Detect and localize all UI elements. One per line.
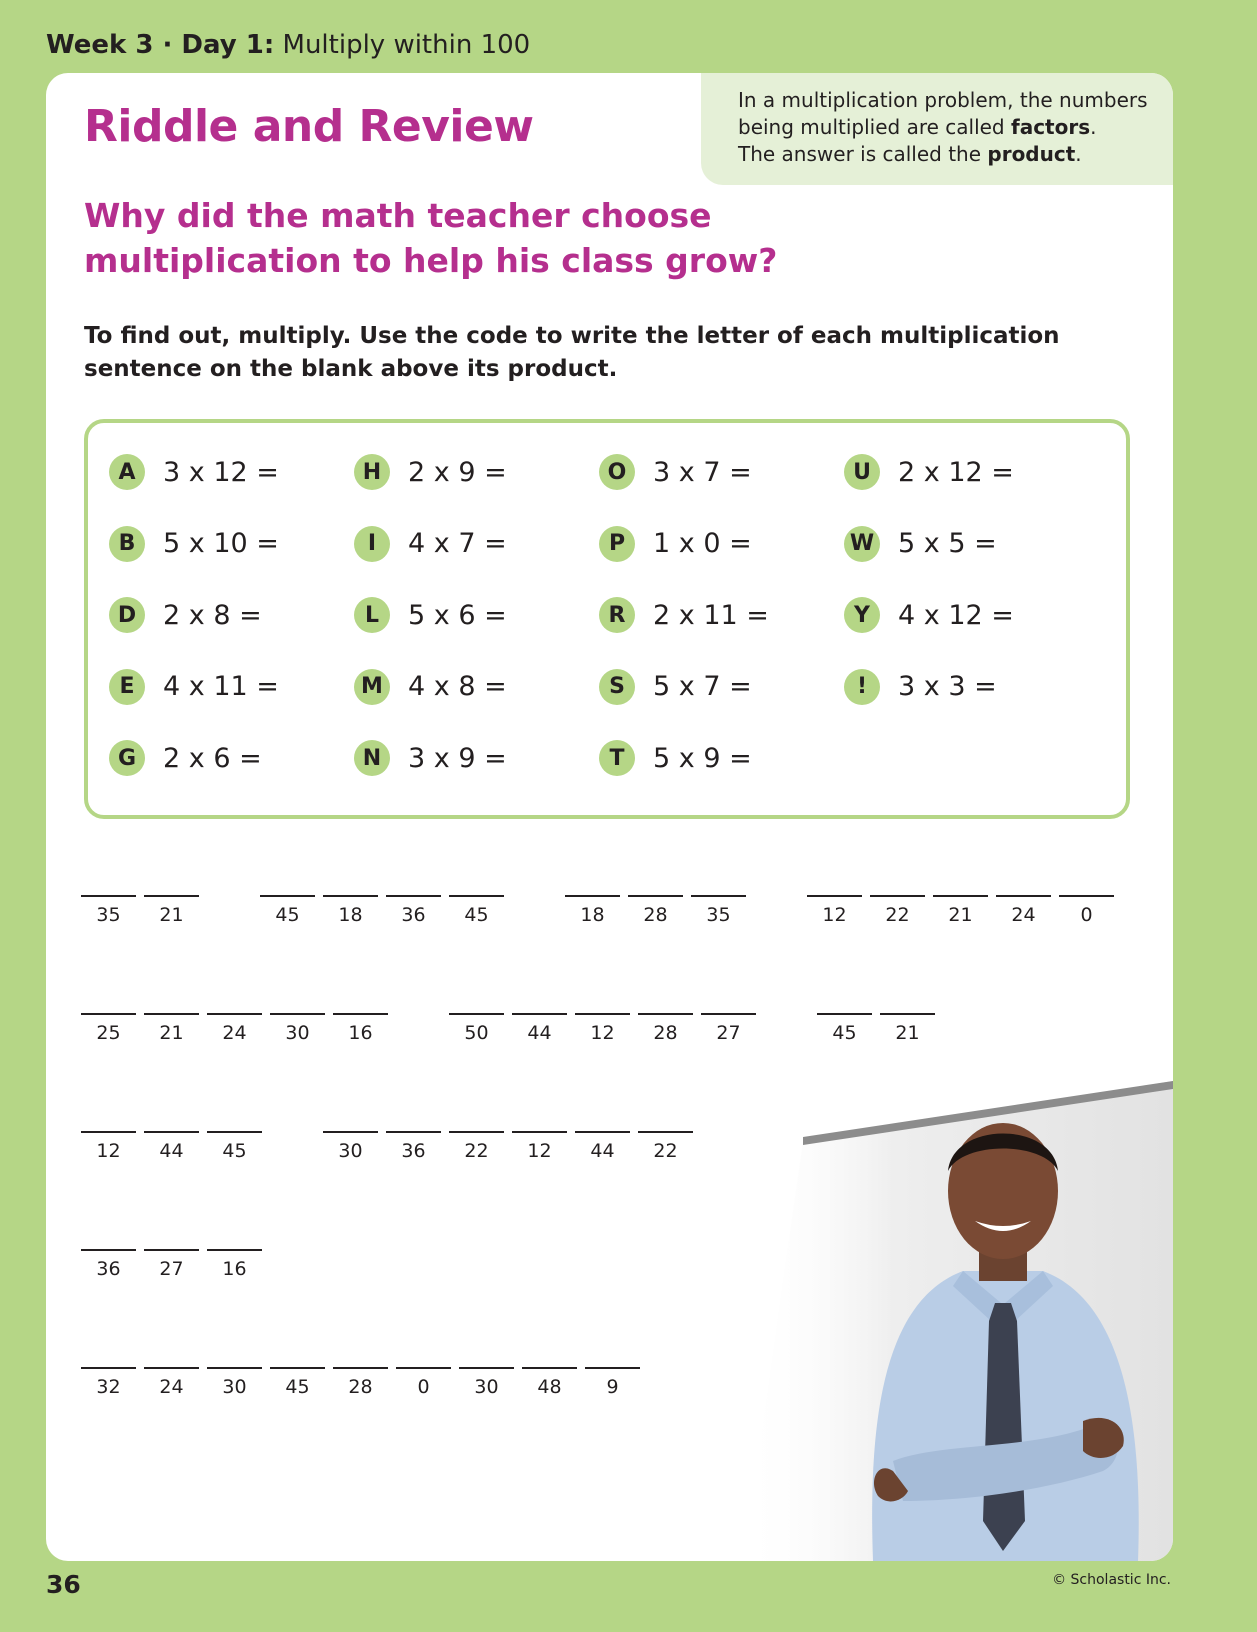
answer-blank[interactable]: 24 <box>996 895 1051 926</box>
code-letter-badge: S <box>599 669 635 705</box>
answer-blank[interactable]: 0 <box>1059 895 1114 926</box>
code-expression: 3 x 3 = <box>898 671 997 702</box>
code-item <box>109 452 279 492</box>
code-item <box>354 595 507 635</box>
code-expression: 2 x 6 = <box>163 742 262 774</box>
answer-blank[interactable]: 12 <box>807 895 862 926</box>
answer-blank[interactable]: 28 <box>628 895 683 926</box>
note-line-1: In a multiplication problem, the numbers <box>738 88 1148 112</box>
answer-blank[interactable]: 12 <box>512 1131 567 1162</box>
answer-blank[interactable]: 45 <box>817 1013 872 1044</box>
code-expression: 2 x 8 = <box>163 599 262 631</box>
answer-blank[interactable]: 28 <box>638 1013 693 1044</box>
code-letter-badge: B <box>109 526 145 562</box>
code-expression: 2 x 9 = <box>408 456 507 488</box>
code-expression: 5 x 9 = <box>653 742 752 774</box>
code-item <box>354 524 507 564</box>
answer-blank[interactable]: 21 <box>144 895 199 926</box>
answer-blank[interactable]: 27 <box>701 1013 756 1044</box>
answer-blank[interactable]: 24 <box>207 1013 262 1044</box>
topic-label: Multiply within 100 <box>282 30 531 60</box>
answer-blank[interactable]: 35 <box>81 895 136 926</box>
code-letter-badge: T <box>599 740 635 776</box>
code-expression: 3 x 7 = <box>653 456 752 488</box>
answer-blank[interactable]: 12 <box>81 1131 136 1162</box>
code-expression: 4 x 8 = <box>408 671 507 702</box>
answer-blank[interactable]: 18 <box>323 895 378 926</box>
answer-blank[interactable]: 21 <box>144 1013 199 1044</box>
code-expression: 2 x 12 = <box>898 456 1014 488</box>
answer-blank[interactable]: 50 <box>449 1013 504 1044</box>
answer-blank[interactable]: 12 <box>575 1013 630 1044</box>
code-letter-badge: H <box>354 454 390 490</box>
answer-blank[interactable]: 22 <box>870 895 925 926</box>
code-expression: 5 x 7 = <box>653 671 752 702</box>
page-title: Riddle and Review <box>84 101 534 152</box>
code-letter-badge: D <box>109 597 145 633</box>
answer-blank[interactable]: 18 <box>565 895 620 926</box>
code-letter-badge: R <box>599 597 635 633</box>
page-number: 36 <box>46 1570 81 1599</box>
code-letter-badge: G <box>109 740 145 776</box>
code-item <box>844 595 1014 635</box>
letter-code-box <box>84 419 1130 819</box>
page-header <box>46 30 530 60</box>
code-letter-badge: M <box>354 669 390 705</box>
answer-blank[interactable]: 44 <box>144 1131 199 1162</box>
code-item <box>599 595 769 635</box>
answer-blank[interactable]: 36 <box>386 895 441 926</box>
answer-blank[interactable]: 35 <box>691 895 746 926</box>
week-day-label: Week 3 · Day 1: <box>46 30 275 60</box>
answer-blank[interactable]: 44 <box>512 1013 567 1044</box>
answer-blank[interactable]: 21 <box>933 895 988 926</box>
answer-blank[interactable]: 45 <box>449 895 504 926</box>
code-item <box>354 667 507 707</box>
code-item <box>599 667 752 707</box>
note-line-3: The answer is called the product. <box>738 142 1082 166</box>
code-expression: 1 x 0 = <box>653 528 752 559</box>
answer-blank[interactable]: 48 <box>522 1367 577 1398</box>
code-item <box>109 738 262 778</box>
code-letter-badge: E <box>109 669 145 705</box>
answer-blank[interactable]: 22 <box>638 1131 693 1162</box>
code-expression: 3 x 12 = <box>163 456 279 488</box>
answer-blank[interactable]: 36 <box>81 1249 136 1280</box>
code-letter-badge: O <box>599 454 635 490</box>
answer-blank[interactable]: 30 <box>323 1131 378 1162</box>
code-expression: 4 x 11 = <box>163 671 279 702</box>
code-item <box>844 524 997 564</box>
code-letter-badge: N <box>354 740 390 776</box>
answer-blank[interactable]: 45 <box>270 1367 325 1398</box>
answer-blank[interactable]: 16 <box>333 1013 388 1044</box>
note-line-2: being multiplied are called factors. <box>738 115 1097 139</box>
code-expression: 4 x 12 = <box>898 599 1014 631</box>
answer-blank[interactable]: 36 <box>386 1131 441 1162</box>
worksheet-card <box>46 73 1173 1561</box>
code-letter-badge: I <box>354 526 390 562</box>
code-letter-badge: Y <box>844 597 880 633</box>
riddle-question: Why did the math teacher choose multiplication to help his class grow? <box>84 196 778 280</box>
copyright: © Scholastic Inc. <box>1052 1572 1171 1588</box>
code-expression: 5 x 10 = <box>163 528 279 559</box>
code-letter-badge: W <box>844 526 880 562</box>
code-item <box>109 667 279 707</box>
code-item <box>109 595 262 635</box>
answer-blank[interactable]: 45 <box>260 895 315 926</box>
answer-blank[interactable]: 30 <box>270 1013 325 1044</box>
code-letter-badge: P <box>599 526 635 562</box>
answer-blank[interactable]: 44 <box>575 1131 630 1162</box>
answer-blank[interactable]: 0 <box>396 1367 451 1398</box>
answer-blank[interactable]: 22 <box>449 1131 504 1162</box>
code-letter-badge: A <box>109 454 145 490</box>
teacher-photo <box>743 1081 1173 1561</box>
answer-blank[interactable]: 30 <box>459 1367 514 1398</box>
code-letter-badge: ! <box>844 669 880 705</box>
code-expression: 5 x 6 = <box>408 599 507 631</box>
code-expression: 5 x 5 = <box>898 528 997 559</box>
answer-blank[interactable]: 9 <box>585 1367 640 1398</box>
code-item <box>109 524 279 564</box>
answer-blank[interactable]: 30 <box>207 1367 262 1398</box>
answer-blank[interactable]: 32 <box>81 1367 136 1398</box>
definition-note <box>701 73 1173 185</box>
answer-blank[interactable]: 21 <box>880 1013 935 1044</box>
answer-blank[interactable]: 24 <box>144 1367 199 1398</box>
code-expression: 4 x 7 = <box>408 528 507 559</box>
code-item <box>844 452 1014 492</box>
code-item <box>599 452 752 492</box>
code-letter-badge: L <box>354 597 390 633</box>
code-item <box>599 738 752 778</box>
answer-blank[interactable]: 27 <box>144 1249 199 1280</box>
answer-blank[interactable]: 28 <box>333 1367 388 1398</box>
code-item <box>354 738 507 778</box>
answer-blank[interactable]: 45 <box>207 1131 262 1162</box>
code-expression: 2 x 11 = <box>653 599 769 631</box>
code-item <box>844 667 997 707</box>
factors-term: factors <box>1011 115 1091 139</box>
answer-blank[interactable]: 16 <box>207 1249 262 1280</box>
product-term: product <box>987 142 1076 166</box>
code-item <box>354 452 507 492</box>
answer-blank[interactable]: 25 <box>81 1013 136 1044</box>
instructions: To find out, multiply. Use the code to write the letter of each multiplication sentence on the blank above its product. <box>84 323 1060 382</box>
code-letter-badge: U <box>844 454 880 490</box>
code-item <box>599 524 752 564</box>
code-expression: 3 x 9 = <box>408 742 507 774</box>
